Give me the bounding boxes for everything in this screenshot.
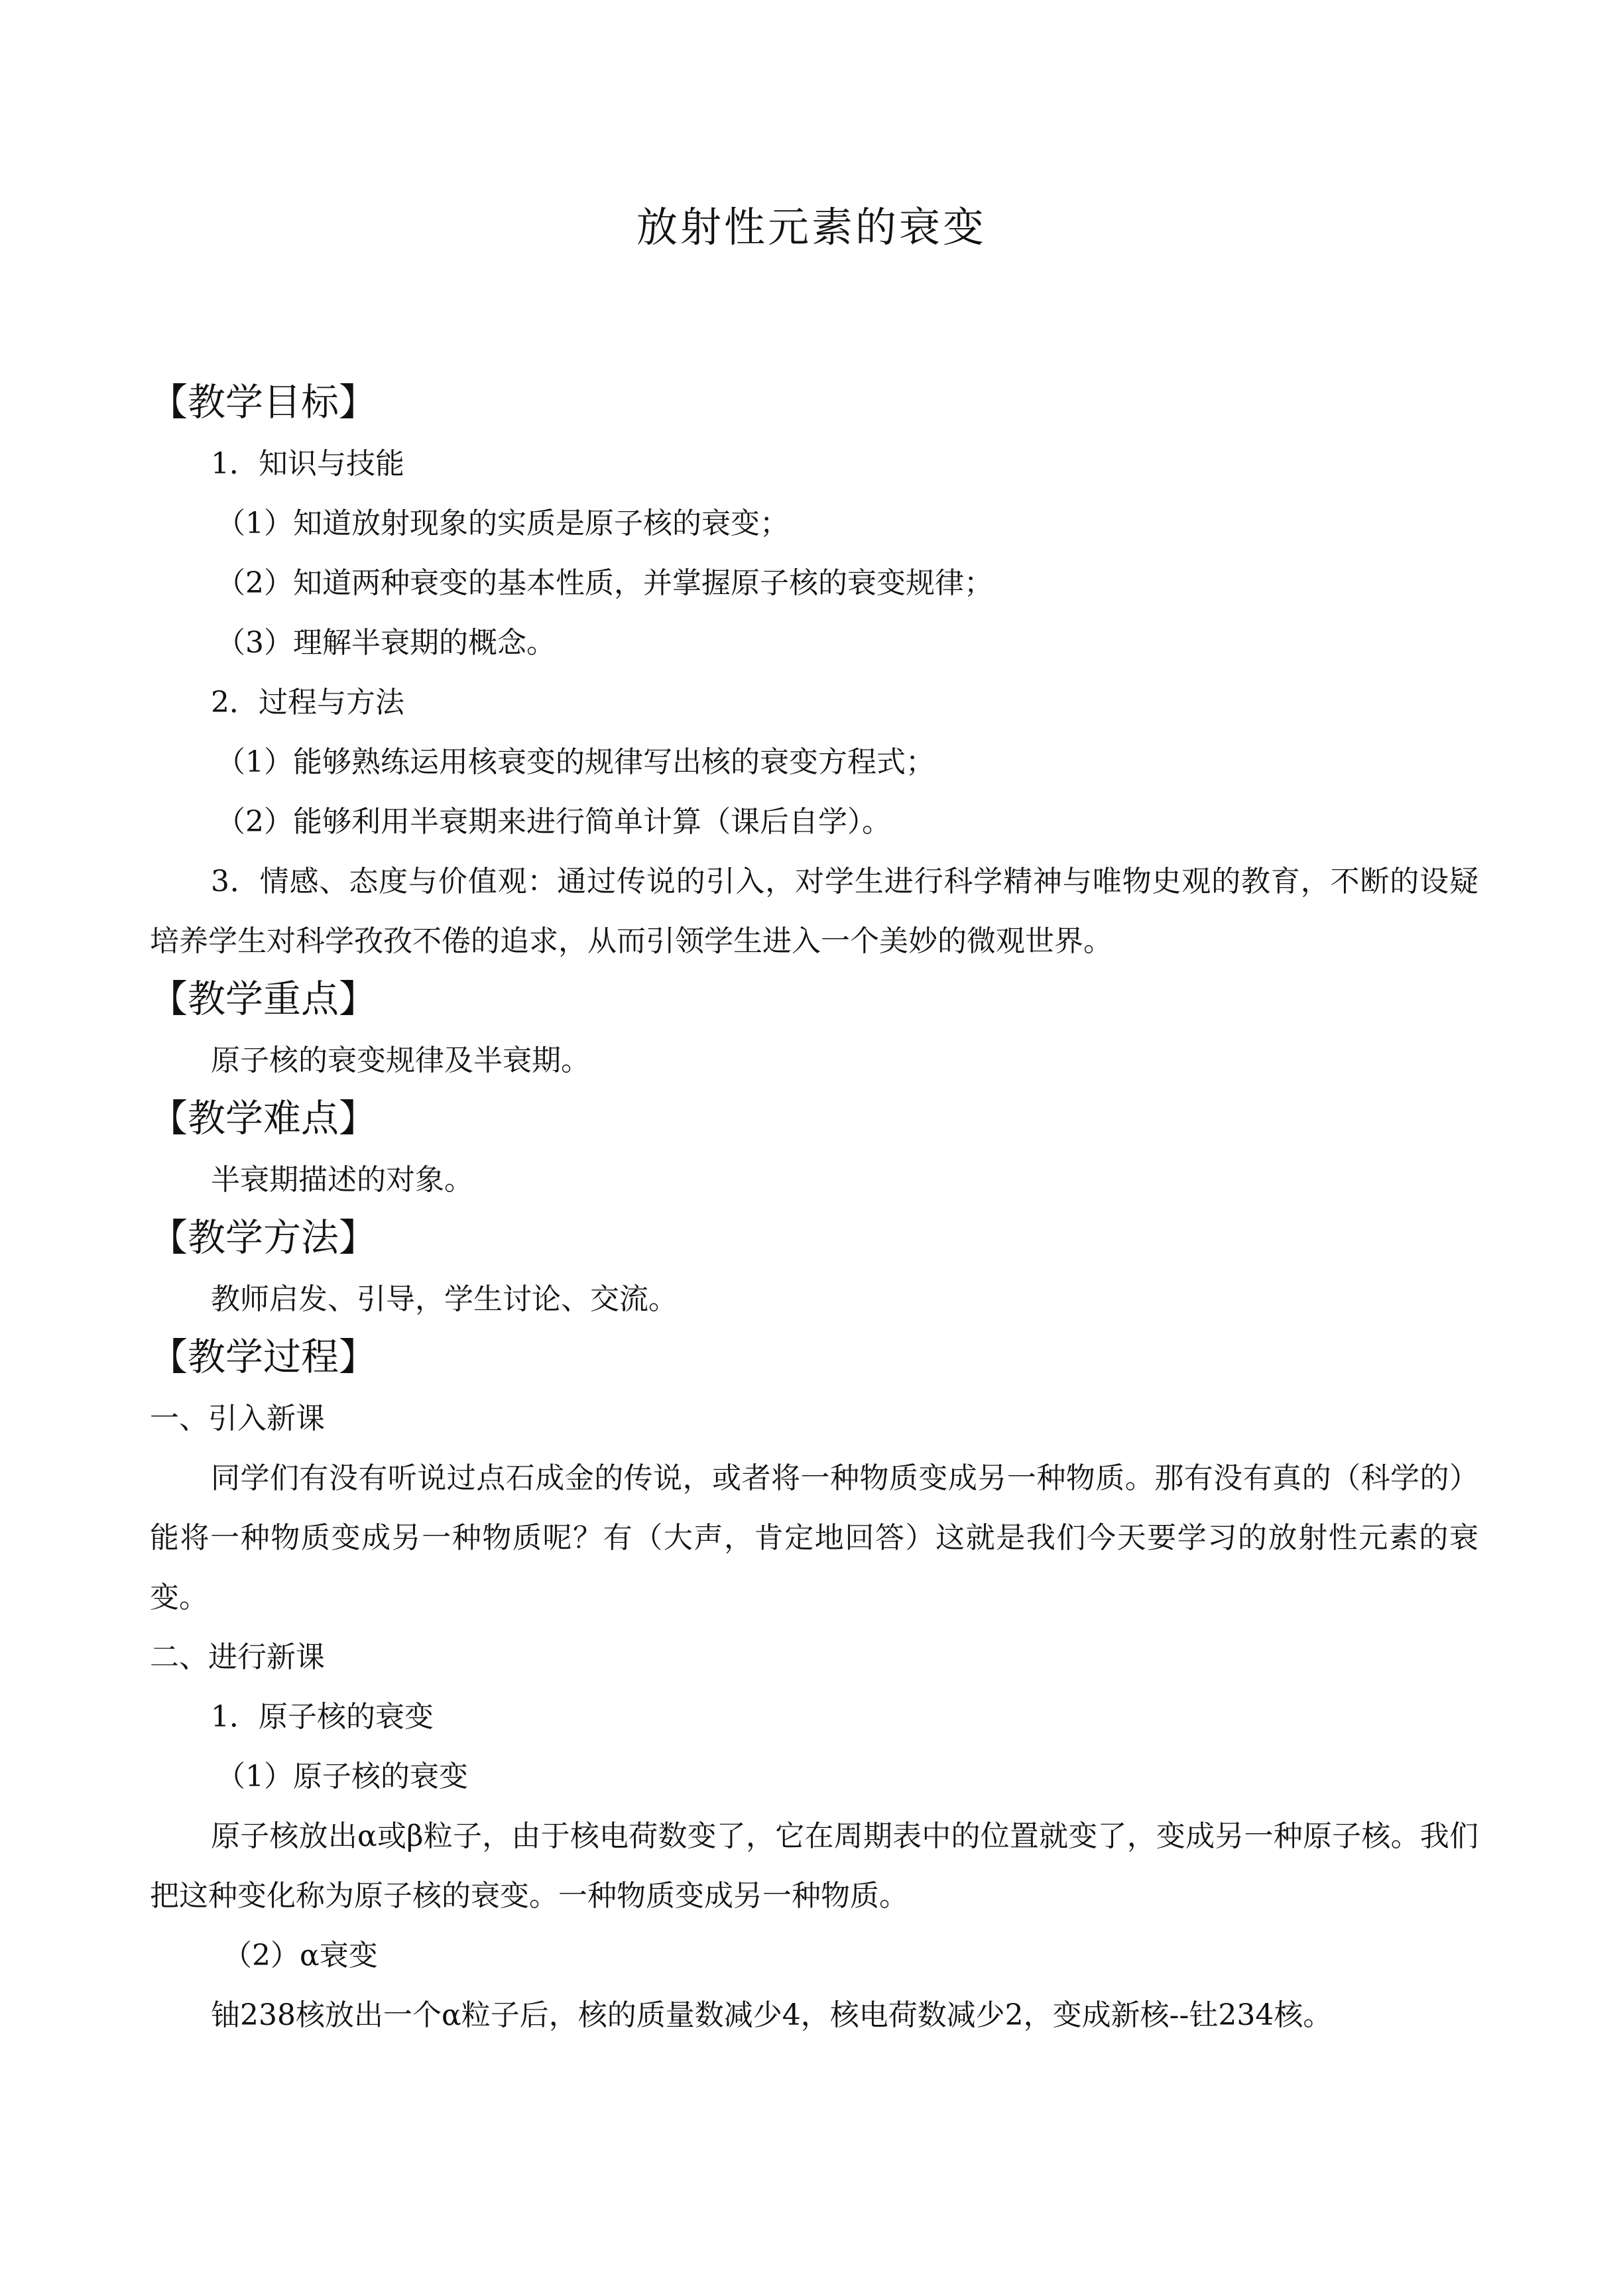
section-heading-key-points: 【教学重点】 (150, 977, 377, 1021)
objective-knowledge-3: （3）理解半衰期的概念。 (216, 626, 556, 660)
process-sub1-1-text: 原子核放出α或β粒子，由于核电荷数变了，它在周期表中的位置就变了，变成另一种原子核。我们把这种变化称为原子核的衰变。一种物质变成另一种物质。 (150, 1819, 1478, 1913)
process-sub1-1-title: （1）原子核的衰变 (216, 1760, 468, 1793)
objective-knowledge-1: （1）知道放射现象的实质是原子核的衰变； (216, 507, 789, 540)
objective-process-title: 2．过程与方法 (211, 686, 404, 719)
methods-text: 教师启发、引导，学生讨论、交流。 (211, 1282, 678, 1316)
section-heading-process: 【教学过程】 (150, 1335, 377, 1379)
process-new-title: 二、进行新课 (150, 1640, 325, 1674)
difficulties-text: 半衰期描述的对象。 (211, 1163, 473, 1197)
section-heading-objectives: 【教学目标】 (150, 381, 377, 424)
page-title: 放射性元素的衰变 (636, 203, 987, 251)
objective-knowledge-title: 1．知识与技能 (211, 447, 404, 481)
objective-knowledge-2: （2）知道两种衰变的基本性质，并掌握原子核的衰变规律； (216, 566, 993, 600)
process-sub1-2-title: （2）α衰变 (223, 1939, 378, 1972)
process-intro-text: 同学们有没有听说过点石成金的传说，或者将一种物质变成另一种物质。那有没有真的（科学的）能将一种物质变成另一种物质呢？有（大声，肯定地回答）这就是我们今天要学习的放射性元素的衰变。 (150, 1461, 1478, 1614)
section-heading-difficulties: 【教学难点】 (150, 1097, 377, 1140)
section-heading-methods: 【教学方法】 (150, 1216, 377, 1260)
process-sub1-title: 1．原子核的衰变 (211, 1700, 434, 1734)
document-body (150, 375, 1478, 2045)
process-sub1-2-text: 铀238核放出一个α粒子后，核的质量数减少4，核电荷数减少2，变成新核--钍234核。 (211, 1998, 1333, 2032)
process-intro-title: 一、引入新课 (150, 1402, 325, 1435)
objective-process-2: （2）能够利用半衰期来进行简单计算（课后自学）。 (216, 805, 891, 839)
objective-emotion-text: 3．情感、态度与价值观：通过传说的引入，对学生进行科学精神与唯物史观的教育，不断的设疑培养学生对科学孜孜不倦的追求，从而引领学生进入一个美妙的微观世界。 (150, 865, 1478, 958)
objective-process-1: （1）能够熟练运用核衰变的规律写出核的衰变方程式； (216, 745, 935, 779)
key-points-text: 原子核的衰变规律及半衰期。 (211, 1044, 590, 1077)
